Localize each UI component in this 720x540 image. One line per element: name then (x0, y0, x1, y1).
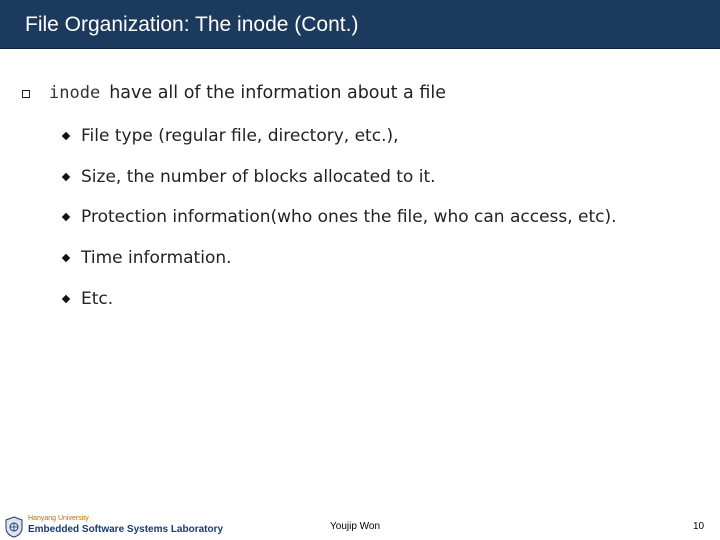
main-bullet-code: inode (49, 83, 101, 103)
sub-bullet-text: Size, the number of blocks allocated to it. (81, 167, 436, 187)
sub-bullet-size (63, 165, 436, 189)
logo-university-name: Hanyang University (28, 515, 89, 522)
logo-lab-name: Embedded Software Systems Laboratory (28, 524, 224, 535)
diamond-bullet-icon (62, 295, 70, 303)
sub-bullet-text: Time information. (81, 248, 232, 268)
sub-bullet-protection (63, 205, 617, 229)
main-bullet-text: have all of the information about a file (109, 83, 446, 103)
sub-bullet-text: Etc. (81, 289, 114, 309)
slide-title: File Organization: The inode (Cont.) (25, 13, 359, 36)
lab-logo (4, 515, 224, 539)
sub-bullet-etc (63, 287, 113, 311)
title-bar (0, 0, 720, 49)
sub-bullet-text: Protection information(who ones the file, who can access, etc). (81, 207, 617, 227)
square-bullet-icon (22, 90, 30, 98)
sub-bullet-time (63, 246, 232, 270)
page-number: 10 (693, 521, 705, 532)
diamond-bullet-icon (62, 173, 70, 181)
diamond-bullet-icon (62, 213, 70, 221)
main-bullet (22, 80, 446, 106)
sub-bullet-file-type (63, 124, 399, 148)
footer-author: Youjip Won (330, 521, 381, 532)
diamond-bullet-icon (62, 132, 70, 140)
university-emblem-icon (4, 516, 24, 538)
sub-bullet-text: File type (regular file, directory, etc.), (81, 126, 399, 146)
diamond-bullet-icon (62, 254, 70, 262)
